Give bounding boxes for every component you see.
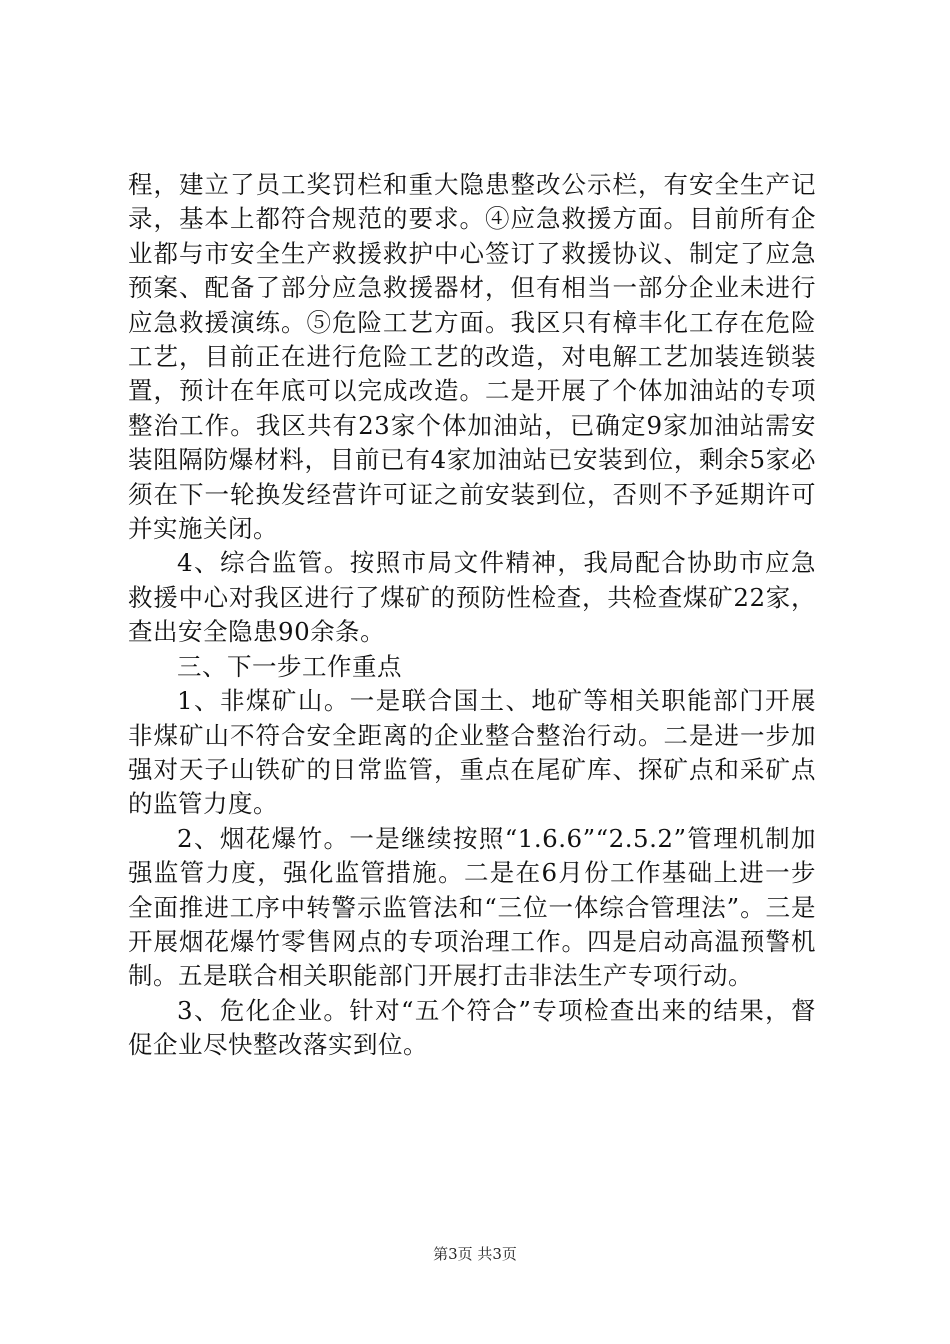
- section-heading-next-steps: 三、下一步工作重点: [177, 651, 402, 681]
- paragraph-comprehensive-supervision: 4、综合监管。按照市局文件精神，我局配合协助市应急救援中心对我区进行了煤矿的预防性检查，共检查煤矿22家，查出安全隐患90余条。: [128, 548, 816, 647]
- document-body: [128, 168, 816, 1063]
- paragraph-fireworks: 2、烟花爆竹。一是继续按照“1.6.6”“2.5.2”管理机制加强监管力度，强化监管措施。二是在6月份工作基础上进一步全面推进工序中转警示监管法和“三位一体综合管理法”。三是开展烟花爆竹零售网点的专项治理工作。四是启动高温预警机制。五是联合相关职能部门开展打击非法生产专项行动。: [128, 823, 816, 991]
- paragraph-non-coal-mines: 1、非煤矿山。一是联合国土、地矿等相关职能部门开展非煤矿山不符合安全距离的企业整合整治行动。二是进一步加强对天子山铁矿的日常监管，重点在尾矿库、探矿点和采矿点的监管力度。: [128, 686, 816, 819]
- page-number-footer: 第3页 共3页: [433, 1245, 517, 1263]
- paragraph-continuation: 程，建立了员工奖罚栏和重大隐患整改公示栏，有安全生产记录，基本上都符合规范的要求。④应急救援方面。目前所有企业都与市安全生产救援救护中心签订了救援协议、制定了应急预案、配备了部分应急救援器材，但有相当一部分企业未进行应急救援演练。⑤危险工艺方面。我区只有樟丰化工存在危险工艺，目前正在进行危险工艺的改造，对电解工艺加装连锁装置，预计在年底可以完成改造。二是开展了个体加油站的专项整治工作。我区共有23家个体加油站，已确定9家加油站需安装阻隔防爆材料，目前已有4家加油站已安装到位，剩余5家必须在下一轮换发经营许可证之前安装到位，否则不予延期许可并实施关闭。: [128, 170, 816, 544]
- paragraph-hazardous-chemicals: 3、危化企业。针对“五个符合”专项检查出来的结果，督促企业尽快整改落实到位。: [128, 995, 816, 1060]
